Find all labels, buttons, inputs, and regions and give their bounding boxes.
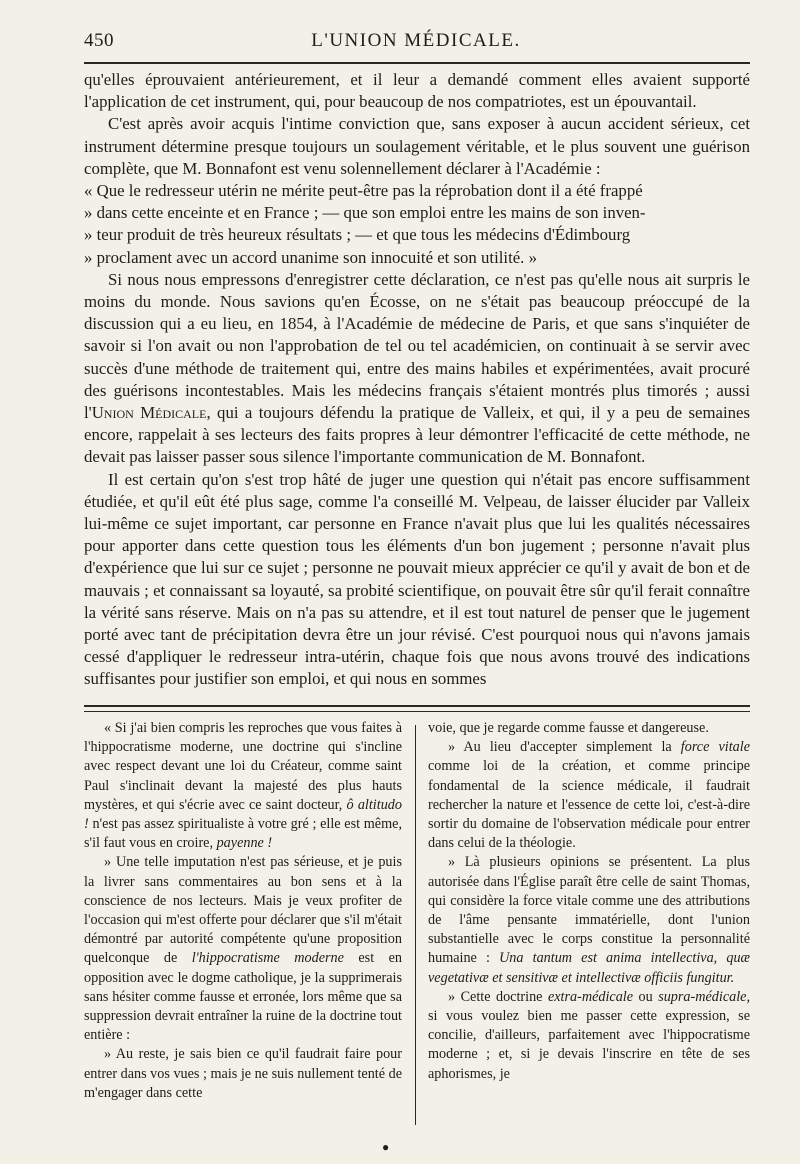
- right-p2-text: » Au lieu d'accepter simplement la: [448, 739, 681, 756]
- right-p2-text-2: comme loi de la création, et comme principe fondamental de la science médicale, il faudrait rechercher la nature et l'essence de cette loi, c'est-à-dire sortir du domaine de l'observation médicale pour entrer dans celui de la théologie.: [428, 758, 750, 852]
- left-p2-italic: l'hippocratisme moderne: [191, 950, 344, 967]
- page-header: [84, 30, 748, 60]
- quote-line-3: » teur produit de très heureux résultats ; — et que tous les médecins d'Édimbourg: [84, 225, 631, 245]
- left-paragraph-2: [84, 853, 402, 1045]
- right-p4-text-2: ou: [633, 988, 659, 1005]
- quote-line-4: » proclament avec un accord unanime son innocuité et son utilité. »: [84, 247, 537, 267]
- right-p4-text: » Cette doctrine: [448, 988, 548, 1005]
- journal-title: L'UNION MÉDICALE.: [311, 30, 521, 51]
- right-paragraph-2: [428, 738, 750, 853]
- feuilleton-left-column: [84, 719, 402, 1103]
- right-p4-italic-2: supra-médicale,: [658, 988, 750, 1005]
- quote-line-1: « Que le redresseur utérin ne mérite peut-être pas la réprobation dont il a été frappé: [84, 181, 643, 201]
- left-p2-text: » Une telle imputation n'est pas sérieuse, et je puis la livrer sans commentaires au bon sens et à la conscience de nos lecteurs. Mais je veux profiter de l'occasion qui m'est offerte pour déclarer que s'il m'était démontré par autorité compétente qu'une proposition quelconque de: [84, 854, 402, 967]
- journal-name-inline: Union Médicale: [91, 403, 207, 423]
- left-p1-italic-2: payenne !: [216, 835, 273, 852]
- page-number: 450: [84, 30, 114, 51]
- left-p1-text-2: n'est pas assez spiritualiste à votre gré ; elle est même, s'il faut vous en croire,: [84, 816, 402, 852]
- right-p3-text: » Là plusieurs opinions se présentent. La plus autorisée dans l'Église paraît être celle de saint Thomas, qui considère la force vitale comme une des attributions de l'âme pensante immatérielle, dont l'union substantielle avec le corps constitue la personnalité humaine :: [428, 854, 750, 967]
- paragraph-declaration-end: , qui a toujours défendu la pratique de Valleix, et qui, il y a peu de semaines encore, rappelait à ses lecteurs des faits propres à leur démontrer l'efficacité de cette méthode, ne devait pas laisser passer sous silence l'importante communication de M. Bonnafont.: [84, 403, 750, 467]
- section-rule-thin: [84, 711, 750, 712]
- left-p1-italic-1: ô altitudo !: [84, 796, 402, 833]
- left-p1-text: « Si j'ai bien compris les reproches que vous faites à l'hippocratisme moderne, une doctrine qui s'incline avec respect devant une loi du Créateur, comme saint Paul s'inclinait devant la majesté des plus hauts mystères, et qui s'écrie avec ce saint docteur,: [84, 720, 402, 813]
- right-p4-text-3: si vous voulez bien me passer cette expression, se concilie, d'ailleurs, parfaitement avec l'hippocratisme moderne ; et, si je devais l'inscrire en tête de ses aphorismes, je: [428, 1008, 750, 1082]
- header-rule: [84, 62, 750, 64]
- feuilleton-right-column: [428, 719, 750, 1084]
- right-p4-italic-1: extra-médicale: [547, 988, 634, 1005]
- right-paragraph-4: [428, 988, 750, 1084]
- main-text: [84, 69, 750, 691]
- footer-bullet-mark: ●: [382, 1140, 390, 1154]
- right-paragraph-1: voie, que je regarde comme fausse et dangereuse.: [428, 720, 709, 736]
- paragraph-continuation: qu'elles éprouvaient antérieurement, et il leur a demandé comment elles avaient supporté l'application de cet instrument, qui, pour beaucoup de nos compatriotes, est un épouvantail.: [84, 70, 750, 112]
- right-p3-italic: Una tantum est anima intellectiva, quæ vegetativæ et sensitivæ et intellectivæ officiis fungitur.: [428, 950, 751, 986]
- column-divider: [415, 725, 416, 1125]
- section-rule-thick: [84, 705, 750, 707]
- paragraph-declaration: [84, 269, 750, 469]
- paragraph-conviction: C'est après avoir acquis l'intime conviction que, sans exposer à aucun accident sérieux, cet instrument détermine presque toujours un soulagement véritable, et le plus souvent une guérison complète, que M. Bonnafont est venu solennellement déclarer à l'Académie :: [84, 114, 750, 178]
- paragraph-judgement: Il est certain qu'on s'est trop hâté de juger une question qui n'était pas encore suffisamment étudiée, et qu'il eût été plus sage, comme l'a conseillé M. Velpeau, de laisser élucider par Valleix lui-même ce sujet important, car personne en France n'avait plus que lui les qualités nécessaires pour apporter dans cette question tous les éléments d'un bon jugement ; personne n'avait plus d'expérience que lui sur ce sujet ; personne ne pouvait mieux apprécier ce qu'il y avait de bon et de mauvais ; et connaissant sa loyauté, sa probité scientifique, on pouvait être sûr qu'il ferait connaître la vérité sans réserve. Mais on n'a pas su attendre, et il est tout naturel de penser que le jugement porté avec tant de précipitation devra être un jour révisé. C'est pourquoi nous qui n'avons jamais cessé d'appliquer le redresseur intra-utérin, chaque fois que nous avons trouvé des indications suffisantes pour justifier son emploi, et qui nous en sommes: [84, 469, 750, 689]
- right-p2-italic: force vitale: [680, 739, 751, 756]
- left-paragraph-1: [84, 719, 402, 853]
- left-paragraph-3: » Au reste, je sais bien ce qu'il faudrait faire pour entrer dans vos vues ; mais je ne suis nullement tenté de m'engager dans cette: [84, 1046, 402, 1101]
- right-paragraph-3: [428, 853, 750, 987]
- paragraph-declaration-start: Si nous nous empressons d'enregistrer cette déclaration, ce n'est pas qu'elle nous ait surpris le moins du monde. Nous savions qu'en Écosse, on ne s'était pas beaucoup préoccupé de la discussion qui a eu lieu, en 1854, à l'Académie de médecine de Paris, et que sans s'inquiéter de savoir si l'on avait ou non l'approbation de tel ou tel académicien, on continuait à se servir avec succès d'une méthode de traitement qui, entre des mains habiles et expérimentées, avait procuré des guérisons incontestables. Mais les médecins français s'étaient montrés plus timorés ; aussi l': [84, 269, 750, 423]
- quote-line-2: » dans cette enceinte et en France ; — que son emploi entre les mains de son inven-: [84, 203, 646, 223]
- left-p2-text-2: est en opposition avec le dogme catholique, je la supprimerais sans hésiter comme fausse et erronée, lors même que sa suppression devrait entraîner la ruine de la doctrine tout entière :: [84, 950, 402, 1044]
